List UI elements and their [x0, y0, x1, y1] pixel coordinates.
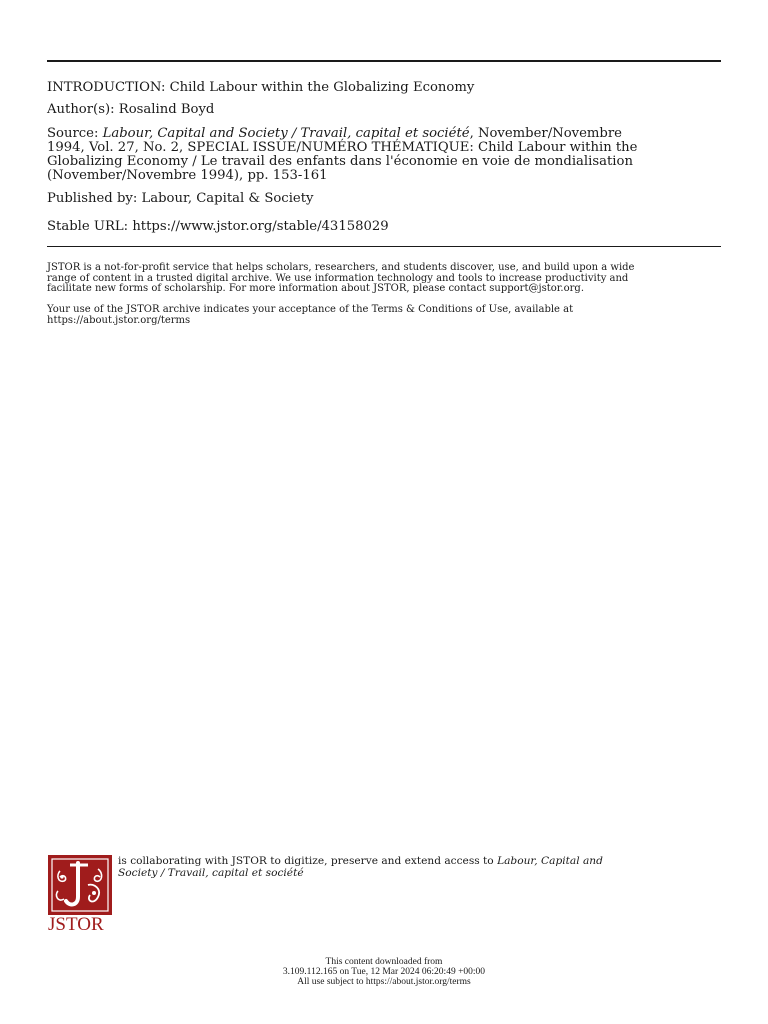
- article-author: [47, 103, 727, 117]
- author-label: Author(s):: [47, 102, 115, 117]
- stable-url-link[interactable]: https://www.jstor.org/stable/43158029: [132, 219, 389, 234]
- source-label: Source:: [47, 126, 99, 141]
- source-line-3: Globalizing Economy / Le travail des enfants dans l'économie en voie de mondialisation: [47, 154, 633, 169]
- article-title: INTRODUCTION: Child Labour within the Globalizing Economy: [47, 80, 475, 95]
- terms-link[interactable]: https://about.jstor.org/terms: [47, 314, 191, 326]
- article-publisher: [47, 192, 727, 206]
- middle-divider: [47, 246, 721, 247]
- source-line-2: 1994, Vol. 27, No. 2, SPECIAL ISSUE/NUMÉRO THÉMATIQUE: Child Labour within the: [47, 140, 638, 155]
- jstor-notice: [47, 263, 727, 295]
- source-journal: Labour, Capital and Society / Travail, capital et société: [102, 126, 470, 141]
- top-divider: [47, 60, 721, 62]
- notice-line-3: facilitate new forms of scholarship. For more information about JSTOR, please contact support@jstor.org.: [47, 283, 584, 295]
- notice-line-1: JSTOR is a not-for-profit service that helps scholars, researchers, and students discover, use, and build upon a wide: [47, 262, 635, 273]
- publisher-name: Labour, Capital & Society: [141, 191, 314, 206]
- stable-url: [47, 220, 727, 234]
- jstor-logo-icon: [48, 855, 112, 915]
- footer-line-1: This content downloaded from: [325, 957, 443, 967]
- collaboration-statement: [118, 856, 738, 879]
- collab-text: is collaborating with JSTOR to digitize, preserve and extend access to: [118, 855, 494, 867]
- download-footer: [184, 957, 584, 987]
- source-date: , November/Novembre: [469, 126, 622, 141]
- jstor-wordmark: JSTOR: [48, 914, 104, 935]
- footer-line-3: All use subject to https://about.jstor.org/terms: [297, 977, 471, 987]
- author-name: Rosalind Boyd: [118, 102, 215, 117]
- collab-journal-2: Society / Travail, capital et société: [118, 866, 304, 879]
- stable-url-label: Stable URL:: [47, 219, 129, 234]
- source-line-4: (November/Novembre 1994), pp. 153-161: [47, 168, 328, 183]
- publisher-label: Published by:: [47, 191, 138, 206]
- collab-journal-1: Labour, Capital and: [497, 855, 603, 867]
- terms-line-1: Your use of the JSTOR archive indicates your acceptance of the Terms & Conditions of Use, available at: [47, 304, 574, 315]
- terms-notice: [47, 305, 727, 326]
- notice-line-2: range of content in a trusted digital archive. We use information technology and tools to increase productivity and: [47, 272, 629, 284]
- footer-line-2: 3.109.112.165 on Tue, 12 Mar 2024 06:20:49 +00:00: [282, 967, 486, 977]
- article-source: [47, 127, 727, 183]
